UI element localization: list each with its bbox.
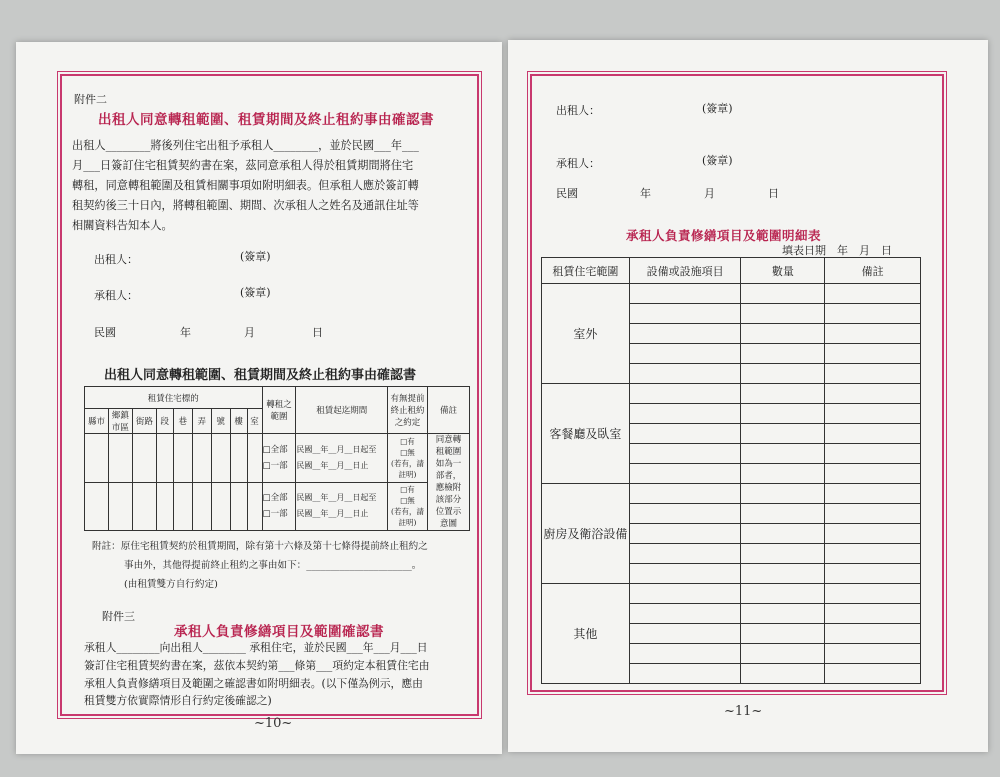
date-month: 月	[704, 187, 715, 200]
table-row	[85, 434, 470, 483]
header-note: 備註	[427, 387, 469, 434]
sub-header: 巷	[173, 409, 192, 434]
consent-title: 出租人同意轉租範圍、租賃期間及終止租約事由確認書	[98, 112, 434, 128]
lessee-seal: (簽章)	[240, 286, 271, 299]
scope-option[interactable]: □全部	[262, 444, 288, 455]
scope-option[interactable]: □全部	[262, 493, 288, 504]
sub-header: 鄉鎮市區	[108, 409, 132, 434]
paragraph-line: 承租人負責修繕項目及範圍之確認書如附明細表。(以下僅為例示，應由	[84, 677, 423, 690]
table-title: 出租人同意轉租範圍、租賃期間及終止租約事由確認書	[104, 368, 417, 383]
category-living-bedroom: 客餐廳及臥室	[542, 384, 630, 484]
period-start: 民國__年__月__日起至	[296, 493, 377, 503]
table-row	[85, 482, 470, 531]
category-outdoor: 室外	[542, 284, 630, 384]
date-month: 月	[244, 326, 255, 339]
lessor-label: 出租人：	[94, 253, 138, 266]
paragraph-line: 出租人________將後列住宅出租予承租人________，並於民國___年___	[72, 139, 419, 152]
header-scope: 租賃住宅範圍	[542, 258, 630, 284]
footnote-line: (由租賃雙方自行約定)	[124, 579, 218, 590]
early-option-note: (若有，請註明)	[391, 458, 424, 479]
date-era: 民國	[556, 187, 578, 200]
lessee-label: 承租人：	[94, 289, 138, 302]
paragraph-line: 租契約後三十日內，將轉租範圍、期間、次承租人之姓名及通訊住址等	[72, 199, 419, 212]
paragraph-line: 月___日簽訂住宅租賃契約書在案，茲同意承租人得於租賃期間將住宅	[72, 159, 414, 172]
footnote-line: 附註：原住宅租賃契約於租賃期間，除有第十六條及第十七條得提前終止租約之	[92, 541, 428, 552]
header-note: 備註	[825, 258, 921, 284]
header-scope: 轉租之範圍	[262, 387, 296, 434]
header-quantity: 數量	[741, 258, 825, 284]
paragraph-line: 租賃雙方依實際情形自行約定後確認之)	[84, 694, 272, 707]
lessee-seal: (簽章)	[702, 154, 733, 167]
period-end: 民國__年__月__日止	[296, 509, 369, 519]
repair-table	[541, 257, 921, 684]
early-option-no[interactable]: □無	[400, 447, 415, 457]
repair-table-title: 承租人負責修繕項目及範圍明細表	[626, 228, 822, 243]
date-day: 日	[312, 326, 323, 339]
paragraph-line: 轉租，同意轉租範圍及租賃相關事項如附明細表。但承租人應於簽訂轉	[72, 179, 419, 192]
footnote-line: 事由外，其他得提前終止租約之事由如下：______________________。	[124, 560, 422, 571]
page-number-right: ~11~	[724, 704, 763, 719]
repair-title: 承租人負責修繕項目及範圍確認書	[174, 624, 384, 640]
note-text: 同意轉租範圍如為一部者，應檢附該部分位置示意圖	[427, 434, 469, 531]
annex2-label: 附件二	[74, 93, 107, 106]
sub-header: 室	[247, 409, 262, 434]
category-kitchen-bath: 廚房及衛浴設備	[542, 484, 630, 584]
sub-header: 樓	[230, 409, 247, 434]
early-option-no[interactable]: □無	[400, 496, 415, 506]
paragraph-line: 相關資料告知本人。	[72, 219, 173, 232]
annex3-label: 附件三	[102, 610, 135, 623]
header-item: 設備或設施項目	[629, 258, 741, 284]
early-option-note: (若有，請註明)	[391, 507, 424, 528]
sub-header: 號	[211, 409, 230, 434]
scope-option[interactable]: □一部	[262, 460, 288, 471]
header-period: 租賃起迄期間	[296, 387, 388, 434]
lessor-label: 出租人：	[556, 104, 600, 117]
sub-header: 街路	[132, 409, 156, 434]
paragraph-line: 簽訂住宅租賃契約書在案，茲依本契約第___條第___項約定本租賃住宅由	[84, 659, 430, 672]
header-early-termination: 有無提前終止租約之約定	[388, 387, 428, 434]
scope-option[interactable]: □一部	[262, 509, 288, 520]
date-day: 日	[768, 187, 779, 200]
date-year: 年	[640, 187, 651, 200]
sub-header: 段	[156, 409, 173, 434]
paragraph-line: 承租人________向出租人________ 承租住宅，並於民國___年___月___日	[84, 641, 428, 654]
period-start: 民國__年__月__日起至	[296, 444, 377, 454]
date-era: 民國	[94, 326, 116, 339]
date-year: 年	[180, 326, 191, 339]
header-house: 租賃住宅標的	[85, 387, 263, 409]
period-end: 民國__年__月__日止	[296, 460, 369, 470]
sub-header: 縣市	[85, 409, 109, 434]
lessor-seal: (簽章)	[240, 250, 271, 263]
category-other: 其他	[542, 584, 630, 684]
lessor-seal: (簽章)	[702, 102, 733, 115]
early-option-yes[interactable]: □有	[400, 436, 415, 446]
fill-date: 填表日期 年 月 日	[782, 244, 892, 257]
early-option-yes[interactable]: □有	[400, 485, 415, 495]
page-number-left: ~10~	[254, 716, 293, 731]
lessee-label: 承租人：	[556, 157, 600, 170]
sub-header: 弄	[192, 409, 211, 434]
sublease-table	[84, 386, 470, 531]
